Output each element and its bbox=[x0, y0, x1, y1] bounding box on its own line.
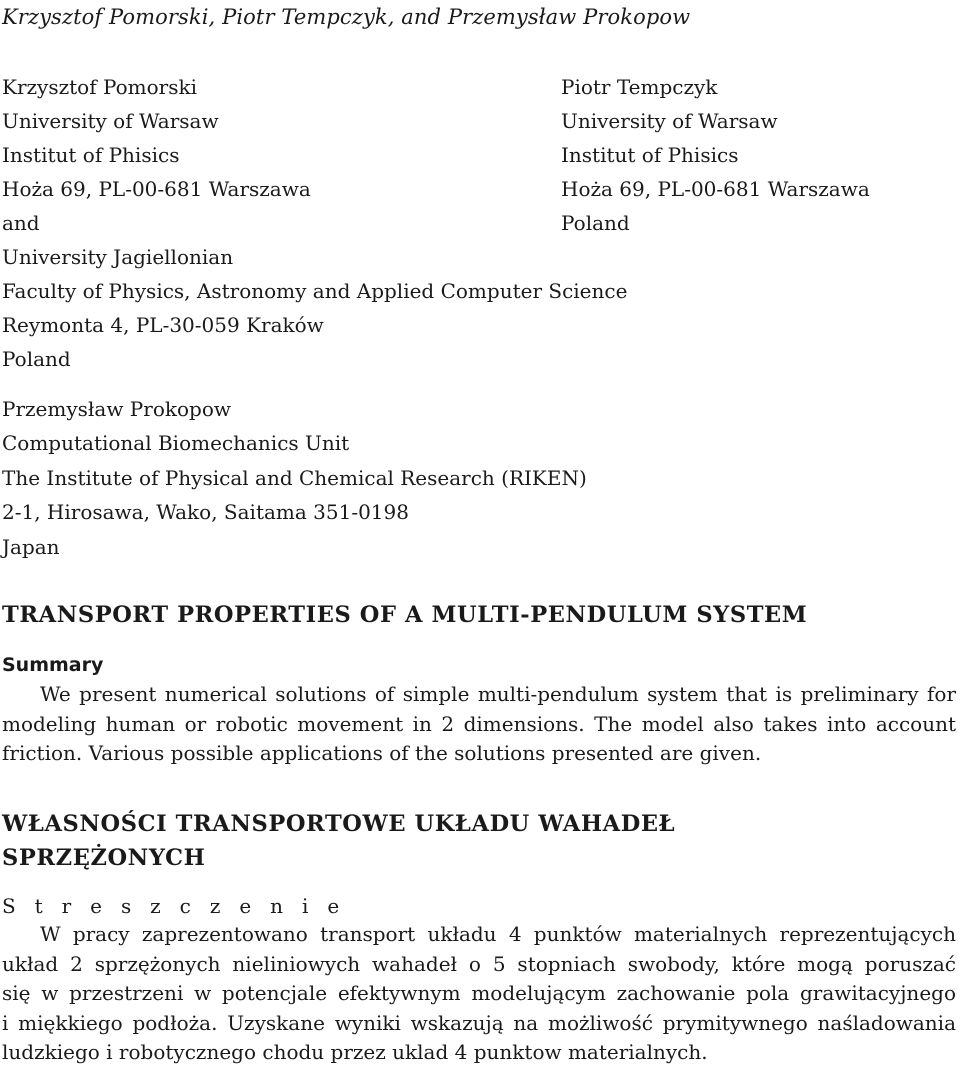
abstract-line: i miękkiego podłoża. Uzyskane wyniki wskazują na możliwość prymitywnego naśladowania bbox=[2, 1010, 956, 1035]
author-name: Piotr Tempczyk bbox=[561, 75, 718, 99]
author-name: Krzysztof Pomorski bbox=[2, 75, 198, 99]
author-address-prokopow bbox=[2, 392, 587, 564]
author-address-pomorski bbox=[2, 70, 627, 376]
abstract-line: ludzkiego i robotycznego chodu przez uklad 4 punktow materialnych. bbox=[2, 1040, 708, 1064]
summary-heading: Summary bbox=[2, 654, 104, 676]
polish-title bbox=[2, 807, 675, 875]
affiliation-line: Poland bbox=[2, 347, 71, 371]
polish-abstract bbox=[2, 920, 956, 1068]
affiliation-line: Hoża 69, PL-00-681 Warszawa bbox=[561, 177, 870, 201]
affiliation-line: Reymonta 4, PL-30-059 Kraków bbox=[2, 313, 324, 337]
abstract-line: modeling human or robotic movement in 2 dimensions. The model also takes into account bbox=[2, 711, 956, 736]
affiliation-line: The Institute of Physical and Chemical Research (RIKEN) bbox=[2, 465, 587, 490]
affiliation-line: Institut of Phisics bbox=[2, 143, 180, 167]
author-name: Przemysław Prokopow bbox=[2, 397, 231, 421]
author-address-tempczyk bbox=[561, 70, 870, 240]
affiliation-line: Hoża 69, PL-00-681 Warszawa bbox=[2, 177, 311, 201]
affiliation-line: Institut of Phisics bbox=[561, 143, 739, 167]
abstract-line: się w przestrzeni w potencjale efektywnym modelującym zachowanie pola grawitacyjnego bbox=[2, 981, 956, 1005]
affiliation-line: Poland bbox=[561, 211, 630, 235]
abstract-line: We present numerical solutions of simple multi-pendulum system that is preliminary for bbox=[40, 682, 956, 706]
affiliation-line: University of Warsaw bbox=[2, 109, 219, 133]
affiliation-line: University of Warsaw bbox=[561, 109, 778, 133]
abstract-line: układ 2 sprzężonych nieliniowych wahadeł o 5 stopniach swobody, które mogą poruszać bbox=[2, 951, 956, 976]
affiliation-line: and bbox=[2, 211, 40, 235]
affiliation-line: University Jagiellonian bbox=[2, 245, 234, 269]
english-title: TRANSPORT PROPERTIES OF A MULTI-PENDULUM SYSTEM bbox=[2, 602, 808, 628]
abstract-line: friction. Various possible applications of the solutions presented are given. bbox=[2, 741, 762, 765]
affiliation-line: 2-1, Hirosawa, Wako, Saitama 351-0198 bbox=[2, 500, 409, 525]
polish-title-line: SPRZĘŻONYCH bbox=[2, 845, 206, 871]
streszczenie-heading: S t r e s z c z e n i e bbox=[2, 894, 346, 918]
english-abstract bbox=[2, 680, 956, 769]
affiliation-line: Computational Biomechanics Unit bbox=[2, 431, 350, 456]
affiliation-line: Faculty of Physics, Astronomy and Applied Computer Science bbox=[2, 279, 628, 303]
polish-title-line: WŁASNOŚCI TRANSPORTOWE UKŁADU WAHADEŁ bbox=[2, 811, 676, 837]
abstract-line: W pracy zaprezentowano transport układu 4 punktów materialnych reprezentujących bbox=[40, 922, 956, 946]
affiliation-line: Japan bbox=[2, 534, 60, 559]
running-head: Krzysztof Pomorski, Piotr Tempczyk, and Przemysław Prokopow bbox=[2, 5, 691, 29]
